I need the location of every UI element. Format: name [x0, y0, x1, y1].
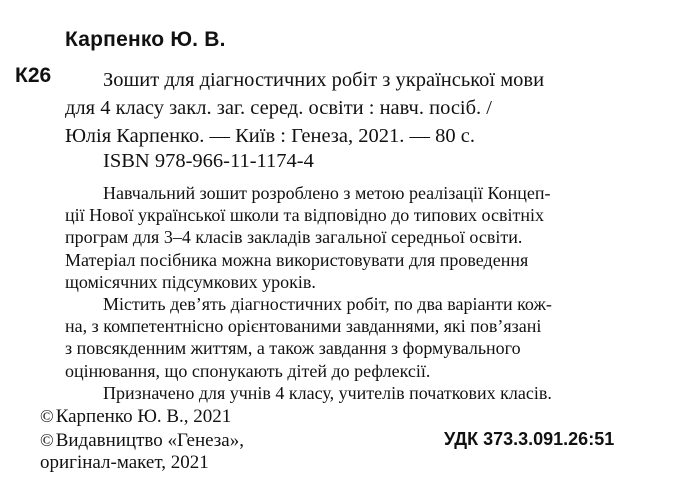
- annotation-line: щомісячних підсумкових уроків.: [65, 271, 316, 292]
- annotation-line: Матеріал посібника можна використовувати для проведення: [65, 249, 529, 270]
- cutter-number: К26: [15, 64, 52, 87]
- annotation-line: Містить дев’ять діагностичних робіт, по два варіанти кож-: [103, 294, 552, 315]
- copyright-line: [40, 405, 244, 429]
- udk-code: УДК 373.3.091.26:51: [444, 429, 615, 449]
- annotation-line: на, з компетентнісно орієнтованими завданнями, які пов’язані: [65, 316, 542, 337]
- annotation-line: програм для 3–4 класів закладів загальної середньої освіти.: [65, 227, 523, 248]
- catalog-description: [65, 66, 635, 150]
- catalog-line: для 4 класу закл. заг. серед. освіти : навч. посіб. /: [65, 97, 493, 119]
- catalog-line: Юлія Карпенко. — Київ : Генеза, 2021. — 80 с.: [65, 125, 475, 147]
- copyright-publisher: Видавництво «Генеза»,: [55, 429, 244, 451]
- annotation-line: з повсякденним життям, а також завдання з формувального: [65, 338, 521, 359]
- annotation-line: ції Нової української школи та відповідно до типових освітніх: [65, 205, 544, 226]
- copyright-layout: оригінал-макет, 2021: [40, 452, 209, 473]
- catalog-line: Зошит для діагностичних робіт з української мови: [103, 69, 545, 91]
- author-heading: Карпенко Ю. В.: [65, 28, 226, 51]
- copyright-author: Карпенко Ю. В., 2021: [55, 406, 232, 427]
- copyright-line: [40, 429, 244, 453]
- copyright-symbol: ©: [40, 406, 54, 426]
- isbn-number: ISBN 978-966-11-1174-4: [103, 150, 314, 172]
- annotation-line: Навчальний зошит розроблено з метою реалізації Концеп-: [103, 183, 551, 203]
- copyright-block: [40, 405, 244, 475]
- annotation-line: оцінювання, що спонукають дітей до рефлексії.: [65, 360, 431, 381]
- annotation-line: Призначено для учнів 4 класу, учителів початкових класів.: [103, 382, 552, 403]
- copyright-symbol: ©: [40, 429, 54, 450]
- annotation: [65, 182, 655, 404]
